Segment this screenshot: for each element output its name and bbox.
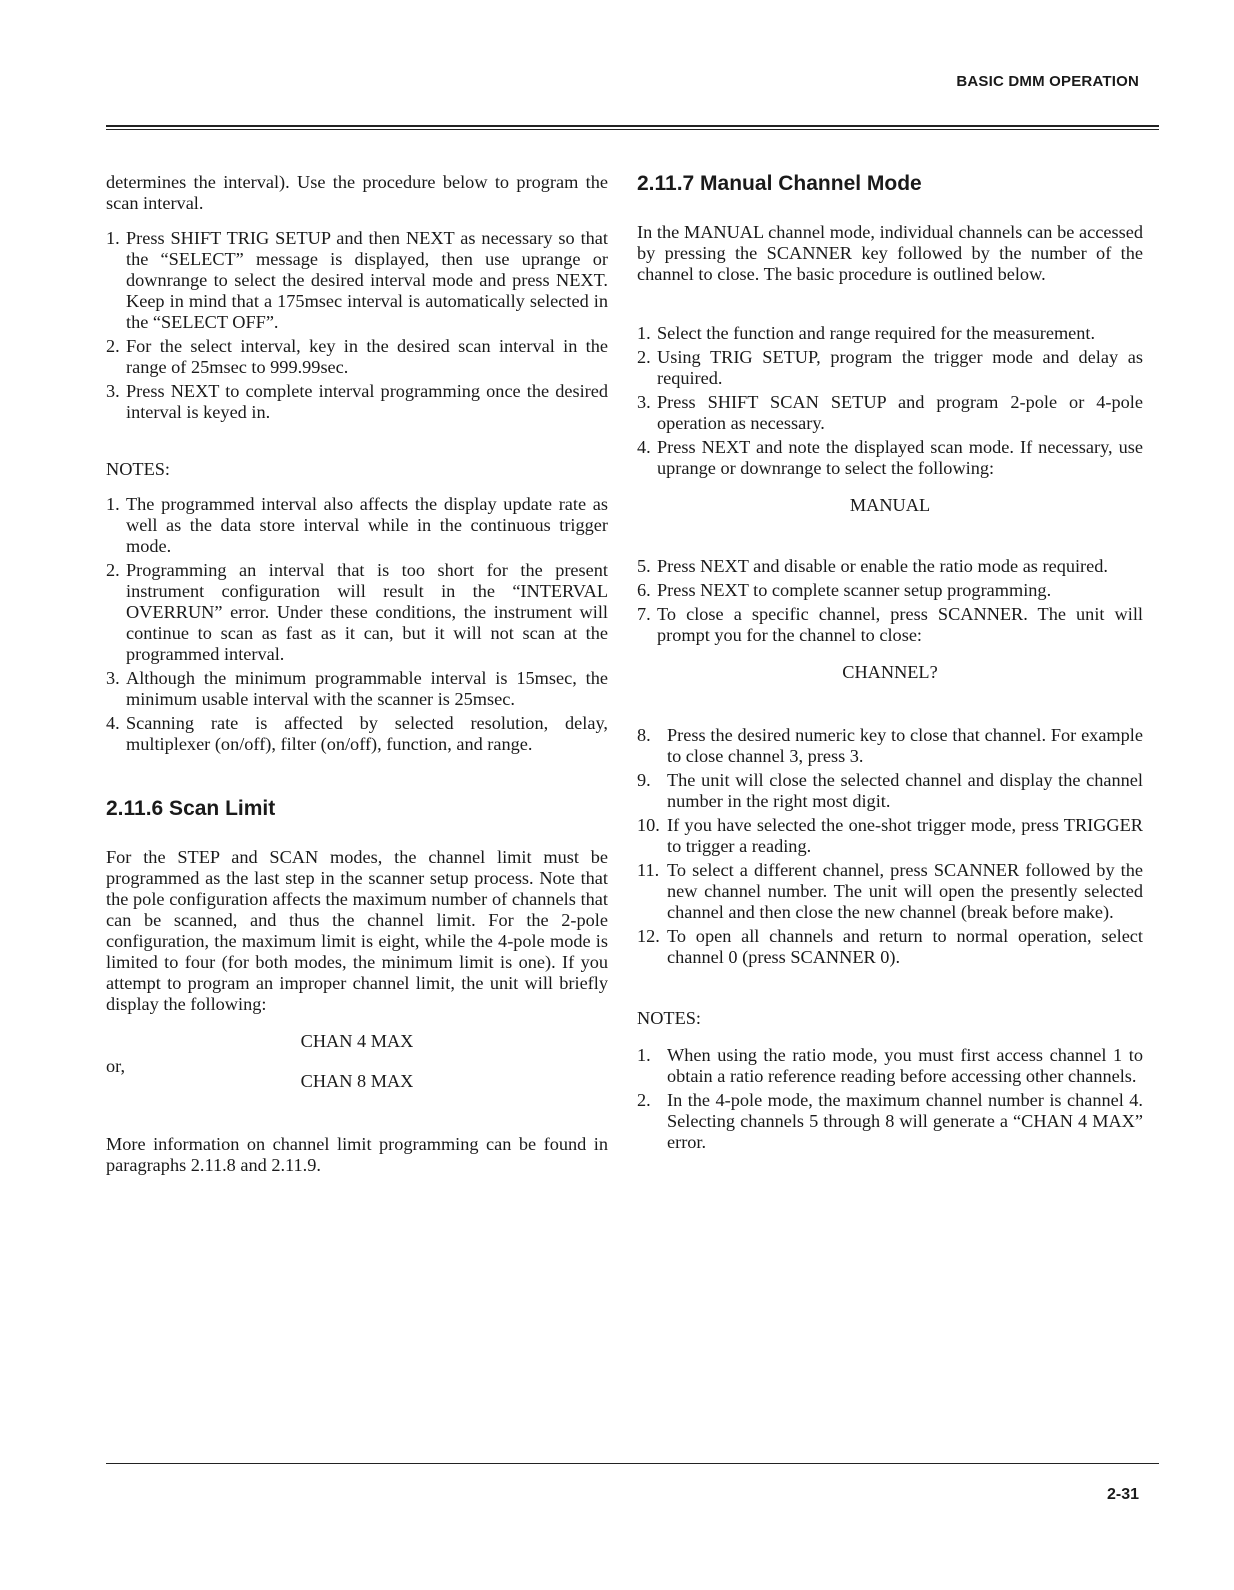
item-number: 4. xyxy=(106,713,120,733)
item-text: To open all channels and return to normal operation, select channel 0 (press SCANNER 0). xyxy=(667,926,1143,967)
notes-label: NOTES: xyxy=(637,1008,701,1028)
page-number: 2-31 xyxy=(1106,1486,1139,1503)
list-item xyxy=(637,556,1143,577)
item-text: The programmed interval also affects the display update rate as well as the data store interval while in the continuous trigger mode. xyxy=(126,494,608,556)
notes-label: NOTES: xyxy=(106,459,170,479)
item-text: To close a specific channel, press SCANNER. The unit will prompt you for the channel to close: xyxy=(657,604,1143,645)
item-number: 3. xyxy=(106,381,120,401)
left-column xyxy=(106,172,608,1176)
item-text: To select a different channel, press SCANNER followed by the new channel number. The unit will open the presently selected channel and then close the new channel (break before make). xyxy=(667,860,1143,922)
list-item xyxy=(106,494,608,557)
item-number: 7. xyxy=(637,604,651,624)
manual-steps-list-a xyxy=(637,323,1143,479)
item-text: Scanning rate is affected by selected resolution, delay, multiplexer (on/off), filter (on/off), function, and range. xyxy=(126,713,608,754)
item-text: For the select interval, key in the desired scan interval in the range of 25msec to 999.99sec. xyxy=(126,336,608,377)
item-number: 6. xyxy=(637,580,651,600)
display-message-chan8: CHAN 8 MAX xyxy=(300,1071,414,1091)
item-text: Programming an interval that is too short for the present instrument configuration will result in the “INTERVAL OVERRUN” error. Under these conditions, the instrument will continue to scan as fast as it can, but it will not scan at the programmed interval. xyxy=(126,560,608,664)
list-item xyxy=(637,437,1143,479)
item-number: 3. xyxy=(106,668,120,688)
item-number: 2. xyxy=(637,1090,651,1110)
list-item xyxy=(106,713,608,755)
header-rule xyxy=(106,125,1159,130)
list-item xyxy=(637,347,1143,389)
manual-notes-list xyxy=(637,1045,1143,1153)
item-number: 3. xyxy=(637,392,651,412)
list-item xyxy=(637,580,1143,601)
running-header: BASIC DMM OPERATION xyxy=(956,73,1139,90)
item-text: If you have selected the one-shot trigger mode, press TRIGGER to trigger a reading. xyxy=(667,815,1143,856)
list-item xyxy=(637,604,1143,646)
item-number: 12. xyxy=(637,926,660,946)
list-item xyxy=(637,926,1143,968)
item-number: 4. xyxy=(637,437,651,457)
manual-steps-list-b xyxy=(637,556,1143,646)
item-text: Select the function and range required for the measurement. xyxy=(657,323,1096,343)
list-item xyxy=(106,381,608,423)
list-item xyxy=(106,560,608,665)
item-number: 1. xyxy=(106,228,120,248)
item-number: 1. xyxy=(637,1045,651,1065)
left-intro-paragraph: determines the interval). Use the procedure below to program the scan interval. xyxy=(106,172,608,213)
item-number: 9. xyxy=(637,770,651,790)
item-text: Press NEXT and disable or enable the ratio mode as required. xyxy=(657,556,1108,576)
closing-paragraph: More information on channel limit programming can be found in paragraphs 2.11.8 and 2.11.9. xyxy=(106,1134,608,1175)
item-number: 10. xyxy=(637,815,660,835)
item-text: Press the desired numeric key to close that channel. For example to close channel 3, press 3. xyxy=(667,725,1143,766)
list-item xyxy=(637,770,1143,812)
notes-list xyxy=(106,494,608,755)
item-text: Press NEXT to complete scanner setup programming. xyxy=(657,580,1052,600)
list-item xyxy=(637,323,1143,344)
list-item xyxy=(106,668,608,710)
list-item xyxy=(637,392,1143,434)
scan-limit-paragraph: For the STEP and SCAN modes, the channel limit must be programmed as the last step in the scanner setup process. Note that the pole configuration affects the maximum number of channels that can be scanned, and thus the channel limit. For the 2-pole configuration, the maximum limit is eight, while the 4-pole mode is limited to four (for both modes, the minimum limit is one). If you attempt to program an improper channel limit, the unit will briefly display the following: xyxy=(106,847,608,1014)
section-heading-manual-channel: 2.11.7 Manual Channel Mode xyxy=(637,172,922,195)
item-number: 11. xyxy=(637,860,660,880)
item-number: 2. xyxy=(106,336,120,356)
list-item xyxy=(637,1045,1143,1087)
item-text: The unit will close the selected channel and display the channel number in the right most digit. xyxy=(667,770,1143,811)
interval-steps-list xyxy=(106,228,608,423)
item-text: Press NEXT and note the displayed scan mode. If necessary, use uprange or downrange to select the following: xyxy=(657,437,1143,478)
item-number: 5. xyxy=(637,556,651,576)
list-item xyxy=(106,336,608,378)
display-message-manual: MANUAL xyxy=(849,495,931,515)
section-heading-scan-limit: 2.11.6 Scan Limit xyxy=(106,797,276,820)
footer-rule xyxy=(106,1463,1159,1464)
manual-steps-list-c xyxy=(637,725,1143,968)
item-text: In the 4-pole mode, the maximum channel number is channel 4. Selecting channels 5 through 8 will generate a “CHAN 4 MAX” error. xyxy=(667,1090,1143,1152)
item-text: Press NEXT to complete interval programming once the desired interval is keyed in. xyxy=(126,381,608,422)
list-item xyxy=(637,815,1143,857)
right-column xyxy=(637,172,1143,1156)
item-number: 2. xyxy=(106,560,120,580)
item-text: Although the minimum programmable interval is 15msec, the minimum usable interval with the scanner is 25msec. xyxy=(126,668,608,709)
item-number: 1. xyxy=(637,323,651,343)
item-text: Press SHIFT SCAN SETUP and program 2-pole or 4-pole operation as necessary. xyxy=(657,392,1143,433)
or-label: or, xyxy=(106,1056,126,1076)
list-item xyxy=(106,228,608,333)
list-item xyxy=(637,1090,1143,1153)
list-item xyxy=(637,860,1143,923)
item-number: 2. xyxy=(637,347,651,367)
alternative-row xyxy=(106,1056,608,1077)
list-item xyxy=(637,725,1143,767)
item-number: 8. xyxy=(637,725,651,745)
display-message-chan4: CHAN 4 MAX xyxy=(300,1031,414,1051)
item-text: When using the ratio mode, you must first access channel 1 to obtain a ratio reference reading before accessing other channels. xyxy=(667,1045,1143,1086)
item-text: Press SHIFT TRIG SETUP and then NEXT as necessary so that the “SELECT” message is displayed, then use uprange or downrange to select the desired interval mode and press NEXT. Keep in mind that a 175msec interval is automatically selected in the “SELECT OFF”. xyxy=(126,228,608,332)
display-message-channel: CHANNEL? xyxy=(842,662,938,682)
manual-intro-paragraph: In the MANUAL channel mode, individual channels can be accessed by pressing the SCANNER key followed by the number of the channel to close. The basic procedure is outlined below. xyxy=(637,222,1143,284)
item-number: 1. xyxy=(106,494,120,514)
item-text: Using TRIG SETUP, program the trigger mode and delay as required. xyxy=(657,347,1143,388)
